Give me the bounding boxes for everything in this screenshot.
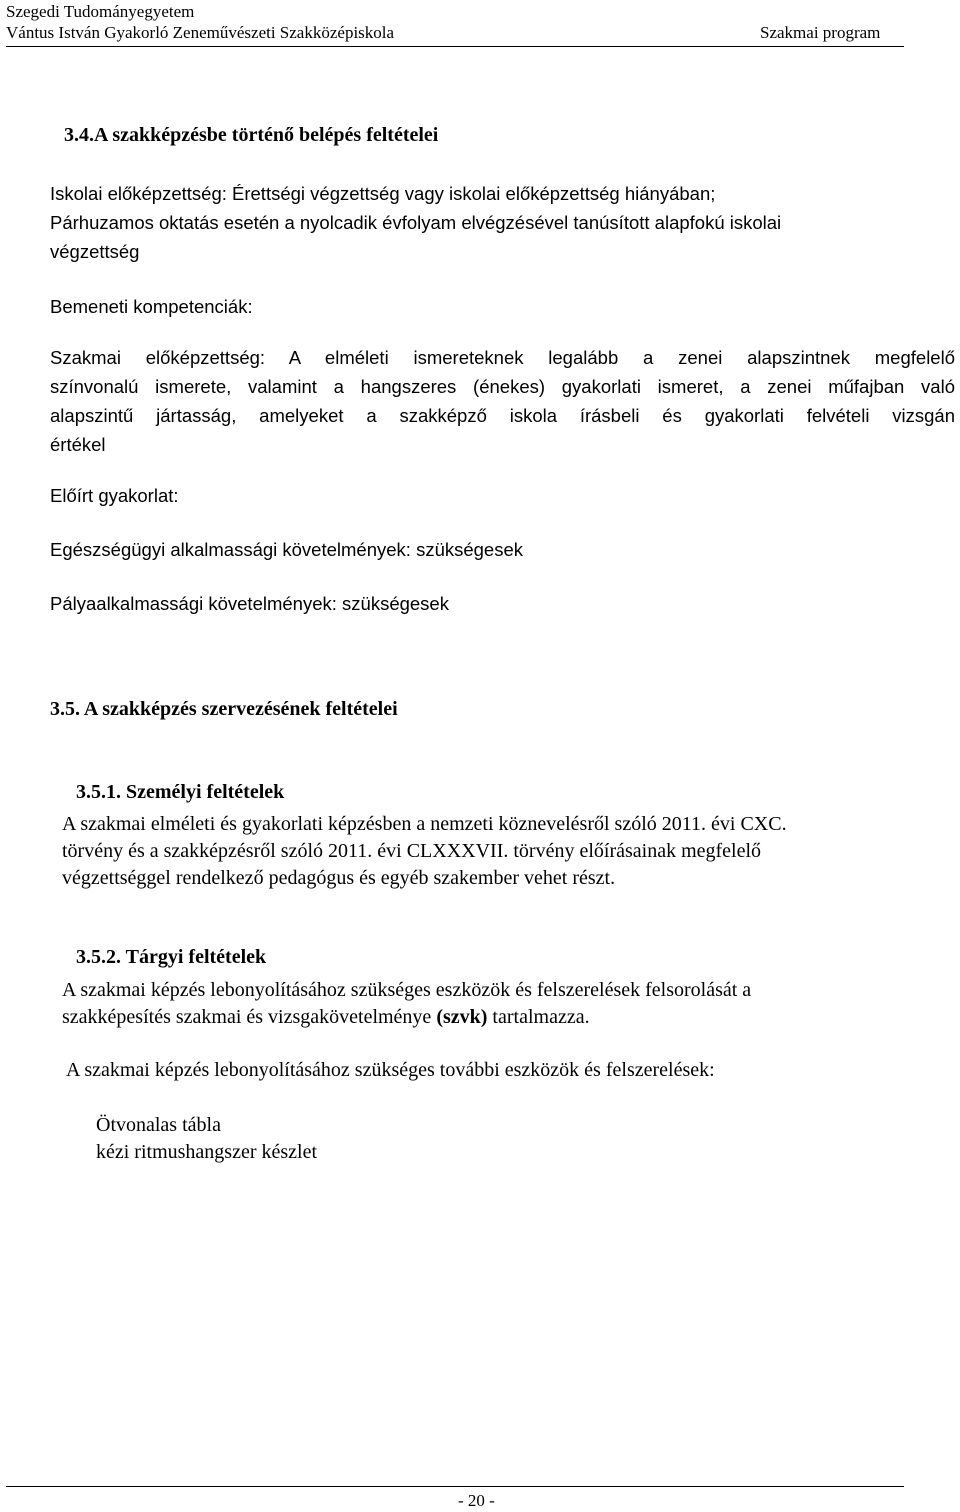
text-line: alapszintű jártasság, amelyeket a szakképző iskola írásbeli és gyakorlati felvételi vizsgán — [50, 405, 955, 426]
personnel-conditions-paragraph — [62, 811, 787, 892]
text-line: értékel — [50, 434, 106, 455]
list-item: kézi ritmushangszer készlet — [96, 1141, 318, 1163]
input-competencies-label: Bemeneti kompetenciák: — [50, 296, 253, 317]
header-school: Vántus István Gyakorló Zeneművészeti Szakközépiskola — [6, 23, 395, 42]
text-fragment: szakképesítés szakmai és vizsgakövetelménye — [62, 1006, 437, 1028]
additional-equipment-intro: A szakmai képzés lebonyolításához szükséges további eszközök és felszerelések: — [66, 1059, 715, 1081]
equipment-list — [96, 1112, 317, 1166]
prior-education-paragraph — [50, 179, 781, 266]
header-rule — [6, 46, 904, 47]
text-line: színvonalú ismerete, valamint a hangszeres (énekes) gyakorlati ismeret, a zenei műfajban való — [50, 376, 955, 397]
prescribed-practice-label: Előírt gyakorlat: — [50, 485, 179, 506]
text-line: A szakmai képzés lebonyolításához szükséges eszközök és felszerelések felsorolását a — [62, 979, 752, 1001]
text-line: végzettséggel rendelkező pedagógus és egyéb szakember vehet részt. — [62, 867, 616, 889]
footer-rule — [6, 1486, 904, 1487]
section-3-5-2-heading: 3.5.2. Tárgyi feltételek — [76, 946, 267, 968]
section-title: A szakképzésbe történő belépés feltételei — [94, 124, 439, 146]
text-fragment: tartalmazza. — [487, 1006, 590, 1028]
szvk-abbreviation: (szvk) — [436, 1006, 488, 1028]
text-line: Szakmai előképzettség: A elméleti ismereteknek legalább a zenei alapszintnek megfelelő — [50, 347, 955, 368]
text-line: végzettség — [50, 241, 140, 262]
text-line: Iskolai előképzettség: Érettségi végzettség vagy iskolai előképzettség hiányában; — [50, 183, 716, 204]
text-line: törvény és a szakképzésről szóló 2011. évi CLXXXVII. törvény előírásainak megfelelő — [62, 840, 762, 862]
text-line — [62, 1004, 751, 1031]
header-doc-title: Szakmai program — [760, 23, 881, 42]
header-institution: Szegedi Tudományegyetem — [6, 2, 195, 21]
section-3-5-heading: 3.5. A szakképzés szervezésének feltételei — [50, 698, 398, 720]
page-number: - 20 - — [458, 1491, 495, 1510]
text-line: A szakmai elméleti és gyakorlati képzésben a nemzeti köznevelésről szóló 2011. évi CXC. — [62, 813, 787, 835]
career-requirements: Pályaalkalmassági követelmények: szükségesek — [50, 593, 449, 614]
section-3-4-heading — [64, 122, 438, 149]
list-item: Ötvonalas tábla — [96, 1114, 221, 1136]
health-requirements: Egészségügyi alkalmassági követelmények: szükségesek — [50, 539, 524, 560]
section-3-5-1-heading: 3.5.1. Személyi feltételek — [76, 781, 285, 803]
material-conditions-paragraph — [62, 977, 751, 1031]
section-number: 3.4. — [64, 124, 94, 146]
text-line: Párhuzamos oktatás esetén a nyolcadik évfolyam elvégzésével tanúsított alapfokú iskolai — [50, 212, 782, 233]
professional-prerequisites-paragraph — [50, 343, 955, 459]
